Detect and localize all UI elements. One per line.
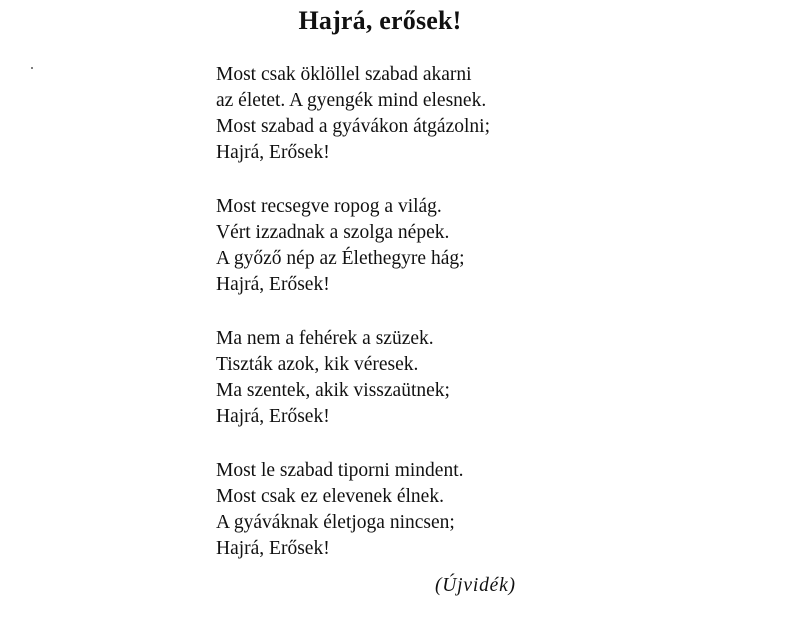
stanza-1	[216, 62, 696, 166]
poem-refrain: Hajrá, Erősek!	[216, 274, 330, 295]
poem-line: Vért izzadnak a szolga népek.	[216, 222, 450, 243]
poem-line: Ma nem a fehérek a szüzek.	[216, 328, 434, 349]
place-signature: (Újvidék)	[435, 575, 516, 596]
poem-refrain: Hajrá, Erősek!	[216, 406, 330, 427]
poem-line: Most recsegve ropog a világ.	[216, 196, 442, 217]
poem-line: Most csak ez elevenek élnek.	[216, 486, 444, 507]
poem-line: az életet. A gyengék mind elesnek.	[216, 90, 487, 111]
poem-line: Most csak öklöllel szabad akarni	[216, 64, 472, 85]
poem-title: Hajrá, erősek!	[298, 6, 462, 35]
poem-line: A győző nép az Élethegyre hág;	[216, 248, 465, 269]
stanza-4	[216, 458, 696, 562]
stanza-3	[216, 326, 696, 430]
poem-line: A gyáváknak életjoga nincsen;	[216, 512, 455, 533]
stanza-2	[216, 194, 696, 298]
poem-line: Most szabad a gyávákon átgázolni;	[216, 116, 490, 137]
poem-line: Most le szabad tiporni mindent.	[216, 460, 464, 481]
poem-line: Ma szentek, akik visszaütnek;	[216, 380, 450, 401]
poem-refrain: Hajrá, Erősek!	[216, 142, 330, 163]
poem-line: Tiszták azok, kik véresek.	[216, 354, 419, 375]
poem-refrain: Hajrá, Erősek!	[216, 538, 330, 559]
poem-body	[216, 62, 696, 590]
scan-speck	[31, 67, 33, 69]
